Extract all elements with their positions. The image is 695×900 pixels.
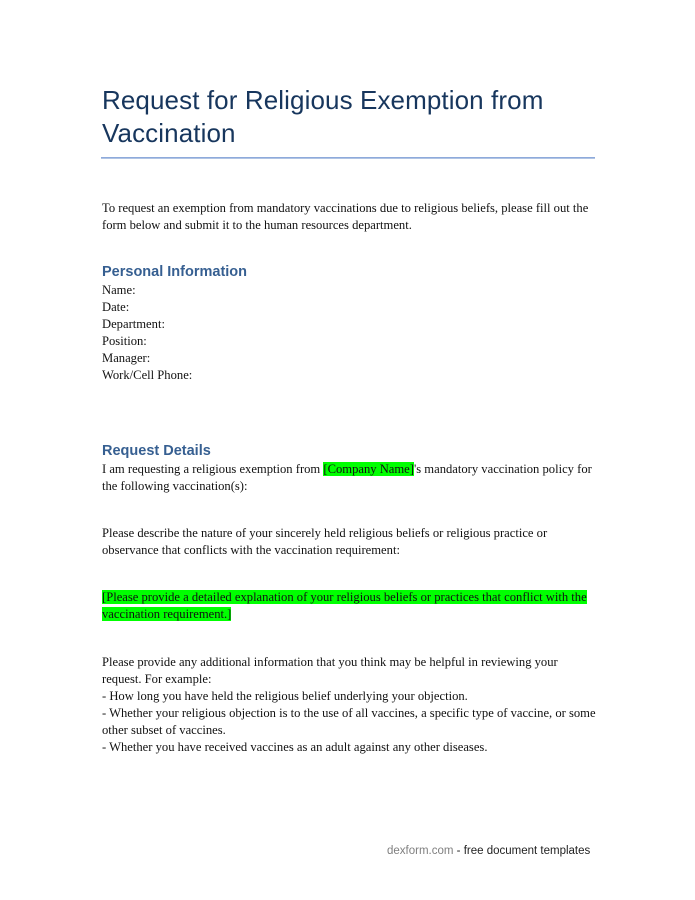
intro-paragraph: To request an exemption from mandatory vaccinations due to religious beliefs, please fill out the form below and submit it to the human resources department. [102,201,589,232]
field-position-label: Position: [102,334,147,348]
field-name-label: Name: [102,283,136,297]
request-prefix: I am requesting a religious exemption from [102,462,324,476]
personal-information-section [102,262,597,384]
company-name-placeholder: [Company Name] [323,462,414,476]
example-item: - Whether you have received vaccines as an adult against any other diseases. [102,740,488,754]
field-department-label: Department: [102,317,165,331]
field-date-label: Date: [102,300,130,314]
request-suffix: 's mandatory vaccination policy for the following vaccination(s): [102,462,592,493]
title-divider [101,157,595,159]
field-phone-label: Work/Cell Phone: [102,368,193,382]
personal-fields-list [102,282,597,384]
examples-list [102,688,597,756]
explanation-placeholder-paragraph [102,589,597,623]
describe-beliefs-prompt: Please describe the nature of your sincerely held religious beliefs or religious practice or observance that conflicts with the vaccination requirement: [102,526,548,557]
request-statement [102,461,597,495]
explanation-placeholder: [Please provide a detailed explanation of your religious beliefs or practices that conflict with the vaccination requirement.] [102,590,587,621]
document-title: Request for Religious Exemption from Vaccination [102,85,544,148]
page-footer [387,845,590,857]
personal-information-heading: Personal Information [102,264,248,280]
example-item: - How long you have held the religious belief underlying your objection. [102,689,468,703]
request-details-section [102,441,597,495]
footer-tagline: - free document templates [453,845,591,857]
additional-info-prompt: Please provide any additional information that you think may be helpful in reviewing your request. For example: [102,655,558,686]
footer-brand-link[interactable]: dexform.com [387,845,454,857]
additional-info-block [102,654,597,756]
request-details-heading: Request Details [102,443,211,459]
field-manager-label: Manager: [102,351,151,365]
example-item: - Whether your religious objection is to the use of all vaccines, a specific type of vaccine, or some other subset of vaccines. [102,706,596,737]
